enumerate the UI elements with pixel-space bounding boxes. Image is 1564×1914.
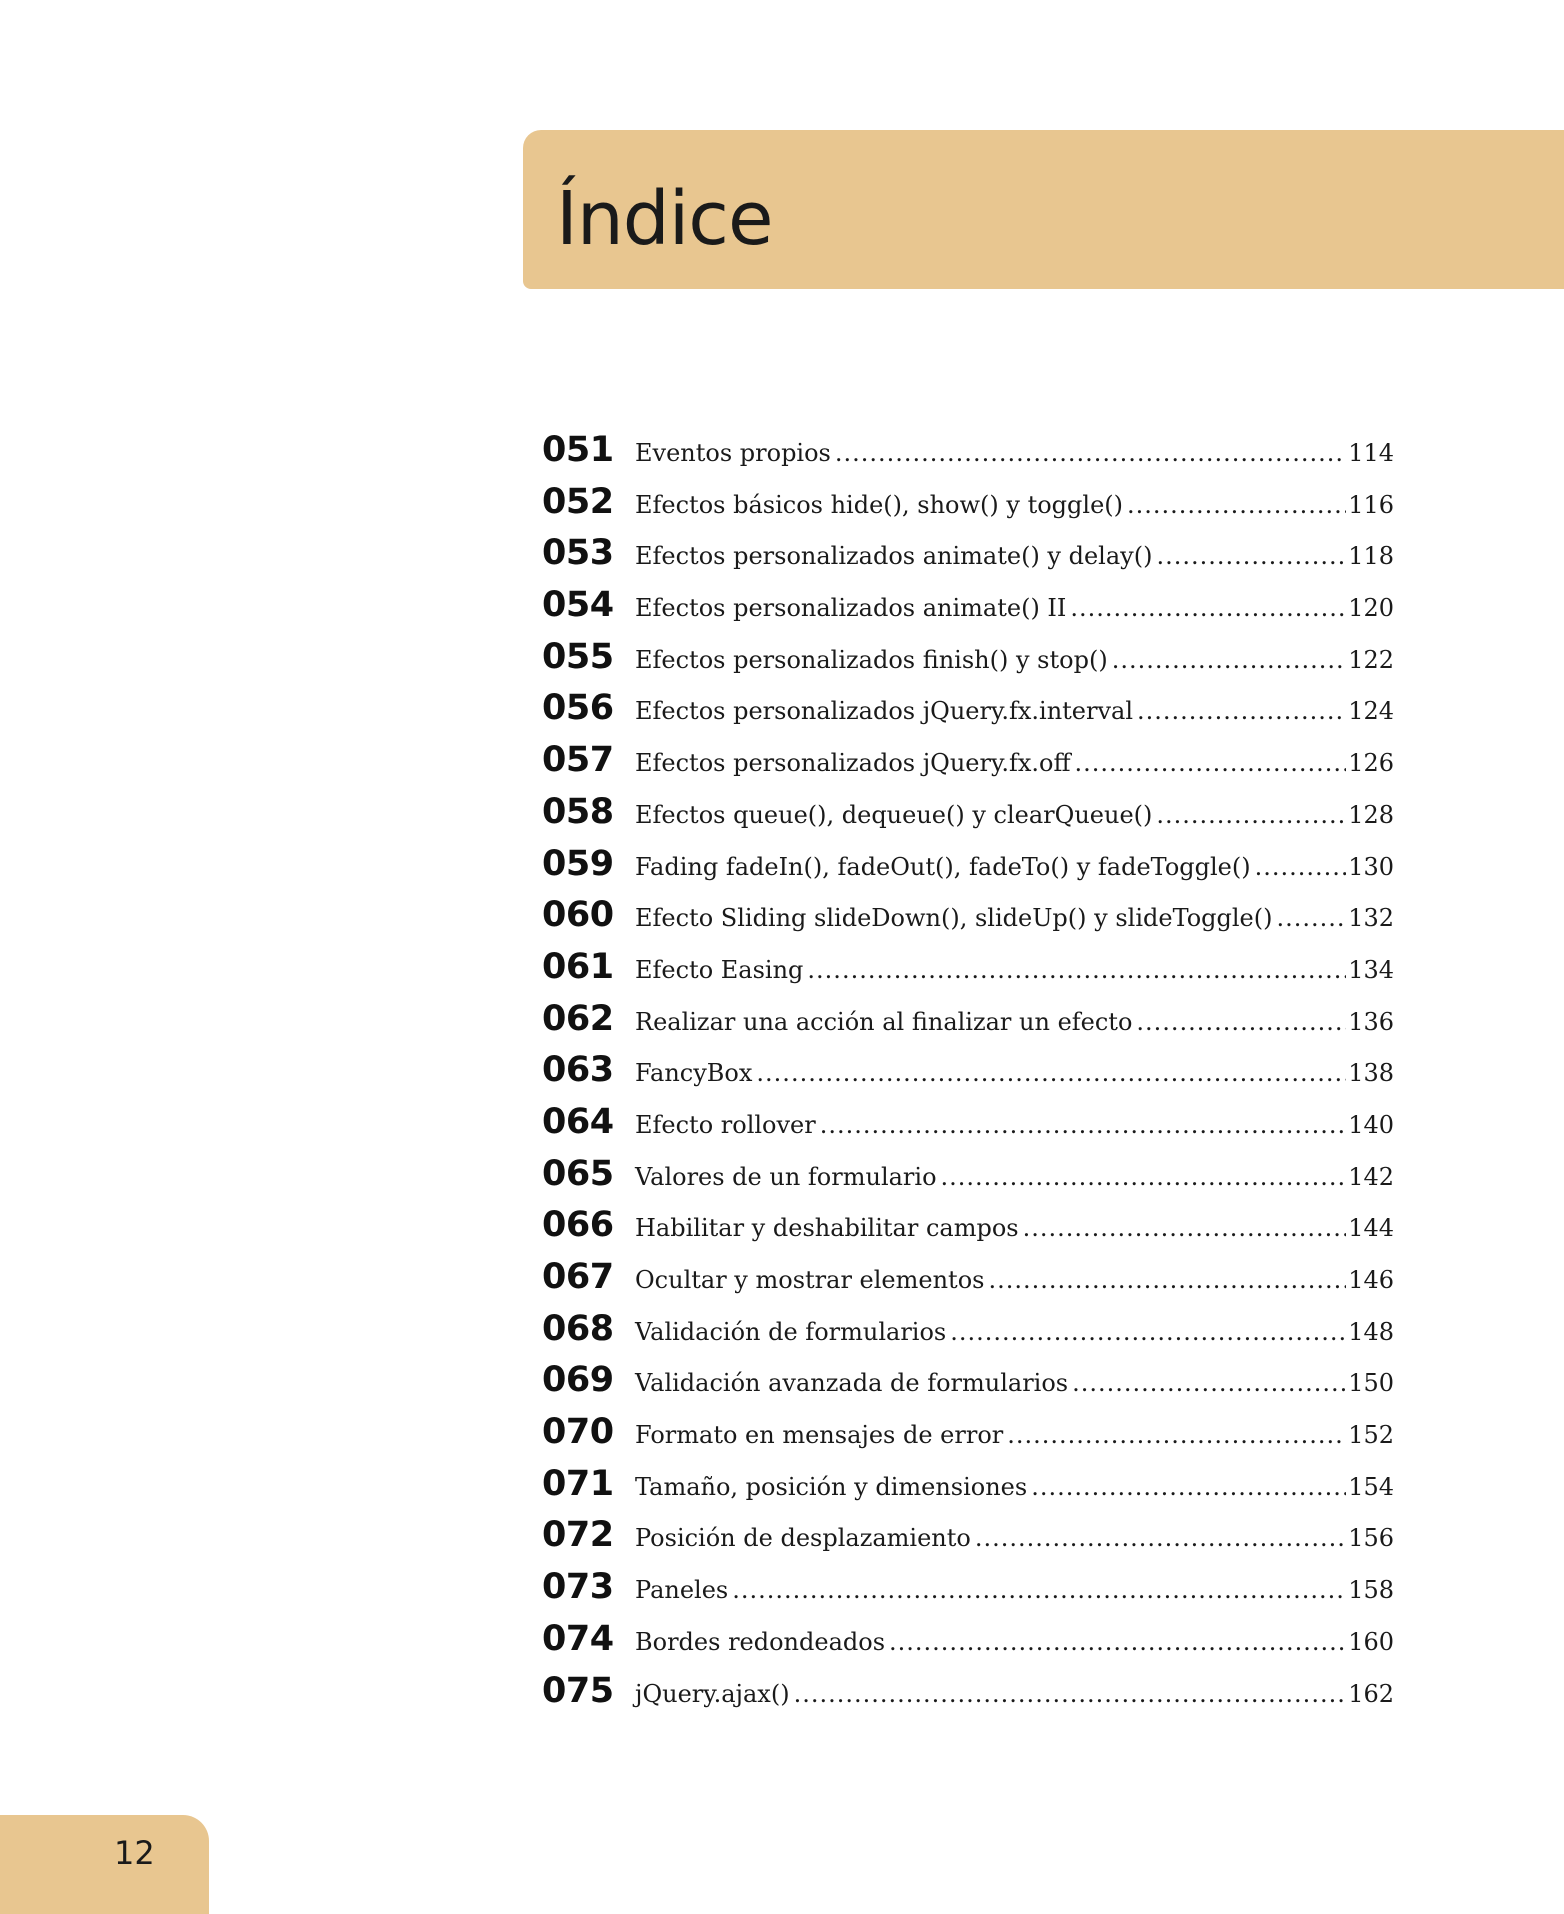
toc-entry-title: Efecto rollover (635, 1110, 816, 1139)
toc-entry-title: Efectos personalizados jQuery.fx.interval (635, 697, 1134, 726)
toc-entry-title: Habilitar y deshabilitar campos (635, 1214, 1019, 1243)
toc-entry (542, 533, 1394, 585)
toc-entry-page: 154 (1348, 1472, 1394, 1501)
toc-entry-page: 140 (1348, 1110, 1394, 1139)
toc-entry-number: 058 (542, 791, 614, 832)
toc-entry-page: 152 (1348, 1421, 1394, 1450)
toc-entry-title: Fading fadeIn(), fadeOut(), fadeTo() y fadeToggle() (635, 852, 1251, 881)
toc-entry-page: 118 (1348, 542, 1394, 571)
toc-entry (542, 740, 1394, 792)
toc-dot-leader (1007, 1421, 1346, 1449)
toc-entry (542, 1412, 1394, 1464)
toc-entry (542, 482, 1394, 534)
toc-dot-leader (807, 956, 1346, 984)
toc-entry-number: 075 (542, 1670, 614, 1711)
toc-entry (542, 585, 1394, 637)
toc-dot-leader (975, 1524, 1346, 1552)
toc-entry-page: 162 (1348, 1679, 1394, 1708)
table-of-contents (542, 430, 1394, 1722)
toc-entry-title: FancyBox (635, 1059, 753, 1088)
toc-dot-leader (1255, 853, 1347, 881)
toc-dot-leader (1031, 1473, 1346, 1501)
toc-entry (542, 430, 1394, 482)
toc-entry-page: 160 (1348, 1627, 1394, 1656)
toc-entry (542, 1257, 1394, 1309)
toc-entry-title: Validación de formularios (635, 1317, 947, 1346)
toc-entry (542, 1102, 1394, 1154)
toc-entry-number: 071 (542, 1463, 614, 1504)
toc-entry-title: Bordes redondeados (635, 1627, 886, 1656)
toc-entry-number: 069 (542, 1360, 614, 1401)
toc-entry-number: 059 (542, 843, 614, 884)
toc-entry-page: 128 (1348, 800, 1394, 829)
toc-entry-number: 054 (542, 585, 614, 626)
toc-entry (542, 947, 1394, 999)
toc-entry-page: 142 (1348, 1162, 1394, 1191)
toc-entry (542, 844, 1394, 896)
toc-entry-page: 114 (1348, 439, 1394, 467)
toc-entry-title: Efectos personalizados animate() y delay() (635, 542, 1153, 571)
toc-dot-leader (1277, 904, 1347, 932)
toc-entry-page: 134 (1348, 955, 1394, 984)
toc-entry (542, 1515, 1394, 1567)
toc-entry-number: 064 (542, 1101, 614, 1142)
toc-entry (542, 1050, 1394, 1102)
toc-entry-title: Efectos básicos hide(), show() y toggle() (635, 490, 1124, 519)
toc-entry-number: 061 (542, 946, 614, 987)
toc-entry-number: 062 (542, 998, 614, 1039)
toc-entry-title: Ocultar y mostrar elementos (635, 1266, 985, 1294)
toc-entry-page: 158 (1348, 1576, 1394, 1605)
toc-entry-number: 065 (542, 1153, 614, 1194)
toc-dot-leader (1075, 749, 1347, 777)
toc-entry-page: 124 (1348, 697, 1394, 726)
toc-dot-leader (835, 439, 1346, 467)
toc-dot-leader (1070, 594, 1346, 622)
toc-entry-title: Efectos personalizados finish() y stop() (635, 645, 1108, 674)
toc-entry-number: 072 (542, 1515, 614, 1556)
toc-entry-page: 156 (1348, 1524, 1394, 1553)
toc-entry-number: 053 (542, 533, 614, 574)
toc-entry (542, 999, 1394, 1051)
toc-entry (542, 1154, 1394, 1206)
toc-dot-leader (1112, 646, 1347, 674)
toc-entry-title: Valores de un formulario (635, 1162, 937, 1191)
toc-entry-page: 132 (1348, 904, 1394, 933)
toc-dot-leader (1127, 491, 1346, 519)
toc-entry-title: Posición de desplazamiento (635, 1524, 971, 1553)
toc-dot-leader (794, 1680, 1347, 1708)
toc-entry (542, 1567, 1394, 1619)
toc-entry-title: Efectos queue(), dequeue() y clearQueue() (635, 800, 1153, 829)
toc-entry-page: 148 (1348, 1317, 1394, 1346)
toc-entry-number: 068 (542, 1308, 614, 1349)
toc-dot-leader (941, 1163, 1347, 1191)
toc-entry-title: Efecto Sliding slideDown(), slideUp() y slideToggle() (635, 904, 1273, 933)
toc-entry-number: 066 (542, 1205, 614, 1246)
toc-entry (542, 1619, 1394, 1671)
toc-entry-number: 056 (542, 688, 614, 729)
page-number-tab (0, 1815, 209, 1914)
toc-dot-leader (988, 1266, 1346, 1294)
toc-entry-page: 150 (1348, 1369, 1394, 1398)
toc-entry-number: 055 (542, 636, 614, 677)
toc-dot-leader (1156, 542, 1346, 570)
toc-dot-leader (1137, 697, 1346, 725)
toc-entry-number: 057 (542, 740, 614, 781)
toc-dot-leader (732, 1576, 1346, 1604)
toc-entry-page: 146 (1348, 1266, 1394, 1294)
title-band (523, 130, 1564, 289)
toc-entry (542, 792, 1394, 844)
toc-dot-leader (1023, 1214, 1347, 1242)
toc-entry-title: Efecto Easing (635, 955, 804, 984)
toc-entry-page: 136 (1348, 1007, 1394, 1036)
toc-entry (542, 1671, 1394, 1723)
toc-entry-title: Validación avanzada de formularios (635, 1369, 1069, 1398)
toc-dot-leader (1156, 801, 1346, 829)
toc-entry-title: Efectos personalizados jQuery.fx.off (635, 749, 1071, 778)
toc-entry-page: 116 (1348, 490, 1394, 519)
toc-dot-leader (950, 1318, 1346, 1346)
toc-entry-page: 120 (1348, 594, 1394, 623)
toc-entry (542, 637, 1394, 689)
toc-entry (542, 1464, 1394, 1516)
toc-dot-leader (1072, 1369, 1346, 1397)
toc-entry-number: 051 (542, 430, 614, 470)
toc-entry-title: Paneles (635, 1576, 729, 1605)
toc-entry-page: 138 (1348, 1059, 1394, 1088)
toc-entry-title: Tamaño, posición y dimensiones (635, 1472, 1028, 1501)
toc-entry-number: 060 (542, 895, 614, 936)
toc-entry (542, 688, 1394, 740)
toc-entry-page: 144 (1348, 1214, 1394, 1243)
toc-dot-leader (889, 1628, 1346, 1656)
toc-entry-number: 063 (542, 1050, 614, 1091)
toc-entry (542, 895, 1394, 947)
toc-entry-page: 122 (1348, 645, 1394, 674)
toc-entry-number: 067 (542, 1257, 614, 1297)
toc-dot-leader (820, 1111, 1346, 1139)
toc-entry-number: 052 (542, 481, 614, 522)
page-number: 12 (114, 1834, 155, 1872)
toc-entry-page: 130 (1348, 852, 1394, 881)
toc-dot-leader (756, 1059, 1346, 1087)
toc-entry-number: 073 (542, 1567, 614, 1608)
page-title: Índice (556, 176, 773, 262)
toc-dot-leader (1136, 1008, 1346, 1036)
toc-entry (542, 1309, 1394, 1361)
toc-entry-title: Efectos personalizados animate() II (635, 594, 1067, 623)
toc-entry-number: 074 (542, 1618, 614, 1659)
toc-entry-title: Eventos propios (635, 439, 831, 467)
toc-entry-title: Realizar una acción al finalizar un efecto (635, 1007, 1133, 1036)
toc-entry (542, 1205, 1394, 1257)
toc-entry-title: jQuery.ajax() (635, 1679, 790, 1708)
toc-entry-title: Formato en mensajes de error (635, 1421, 1004, 1450)
toc-entry-number: 070 (542, 1412, 614, 1453)
toc-entry (542, 1360, 1394, 1412)
toc-entry-page: 126 (1348, 749, 1394, 778)
